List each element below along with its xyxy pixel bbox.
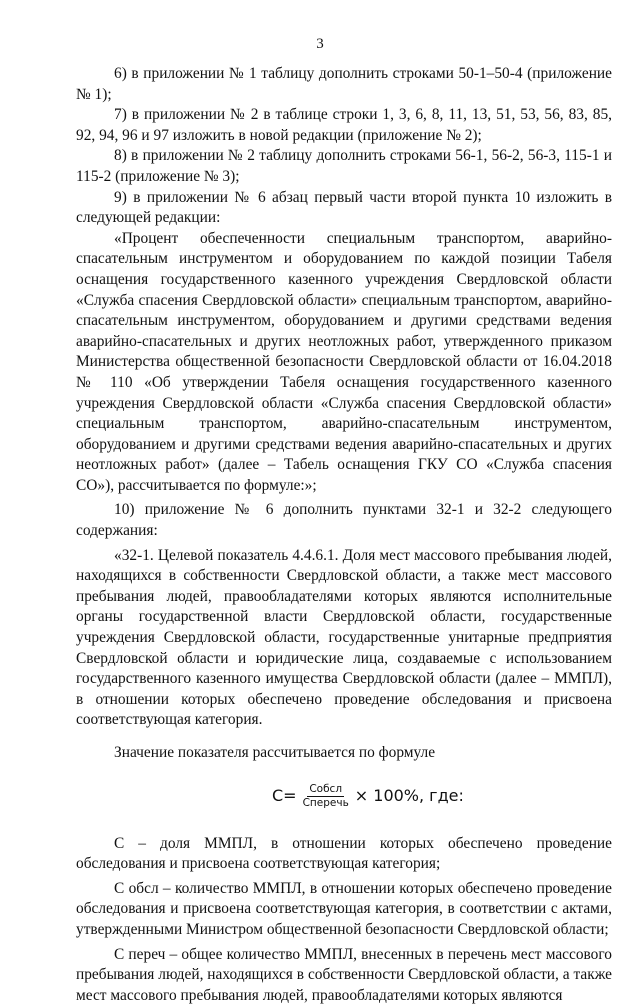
formula [76,778,612,816]
formula-fraction [301,783,351,810]
definition-c: С – доля ММПЛ, в отношении которых обеспечено проведение обследования и присвоена соответствующая категория; [76,834,612,873]
item-6-paragraph: 6) в приложении № 1 таблицу дополнить строками 50-1–50-4 (приложение № 1); [76,65,612,103]
document-body [76,64,612,1006]
point-32-1-paragraph: «32-1. Целевой показатель 4.4.6.1. Доля мест массового пребывания людей, находящихся в собственности Свердловской области, а также мест массового пребывания людей, правообладателями которых являются исполнительные органы государственной власти Свердловской области, государственные учреждения Свердловской области, государственные унитарные предприятия Свердловской области и юридические лица, создаваемые с использованием государственного казенного имущества Свердловской области (далее – ММПЛ), в отношении которых обеспечено проведение обследования и присвоена соответствующая категория. [76,546,612,729]
item-8-paragraph: 8) в приложении № 2 таблицу дополнить строками 56-1, 56-2, 56-3, 115-1 и 115-2 (приложение № 3); [76,147,612,185]
page-number: 3 [316,36,324,52]
formula-intro: Значение показателя рассчитывается по формуле [114,744,436,761]
formula-lhs: С= [272,786,297,806]
formula-rest: × 100%, где: [354,786,464,806]
item-7-paragraph: 7) в приложении № 2 в таблице строки 1, 3, 6, 8, 11, 13, 51, 53, 56, 83, 85, 92, 94, 96 и 97 изложить в новой редакции (приложение № 2); [76,106,612,144]
definition-c-obsl: С обсл – количество ММПЛ, в отношении которых обеспечено проведение обследования и присвоена соответствующая категория, в соответствии с актами, утвержденными Министром общественной безопасности Свердловской области; [76,879,612,938]
item-9-paragraph: 9) в приложении № 6 абзац первый части второй пункта 10 изложить в следующей редакции: [76,188,612,227]
quoted-percent-paragraph: «Процент обеспеченности специальным транспортом, аварийно-спасательным инструментом и оборудованием по каждой позиции Табеля оснащения государственного казенного учреждения Свердловской области «Служба спасения Свердловской области» специальным транспортом, аварийно-спасательным инструментом, оборудованием и другими средствами ведения аварийно-спасательных и других неотложных работ, утвержденного приказом Министерства общественной безопасности Свердловской области от 16.04.2018 № 110 «Об утверждении Табеля оснащения государственного казенного учреждения Свердловской области «Служба спасения Свердловской области» специальным транспортом, аварийно-спасательным инструментом, оборудованием и другими средствами ведения аварийно-спасательных и других неотложных работ» (далее – Табель оснащения ГКУ СО «Служба спасения СО»), рассчитывается по формуле:»; [76,229,612,494]
item-10-paragraph: 10) приложение № 6 дополнить пунктами 32-1 и 32-2 следующего содержания: [76,501,612,540]
formula-denominator: Сперечь [302,797,349,810]
definition-c-perech: С переч – общее количество ММПЛ, внесенных в перечень мест массового пребывания людей, находящихся в собственности Свердловской области, а также мест массового пребывания людей, правообладателями которых являются [76,945,612,1004]
formula-numerator: Собсл [309,783,343,796]
